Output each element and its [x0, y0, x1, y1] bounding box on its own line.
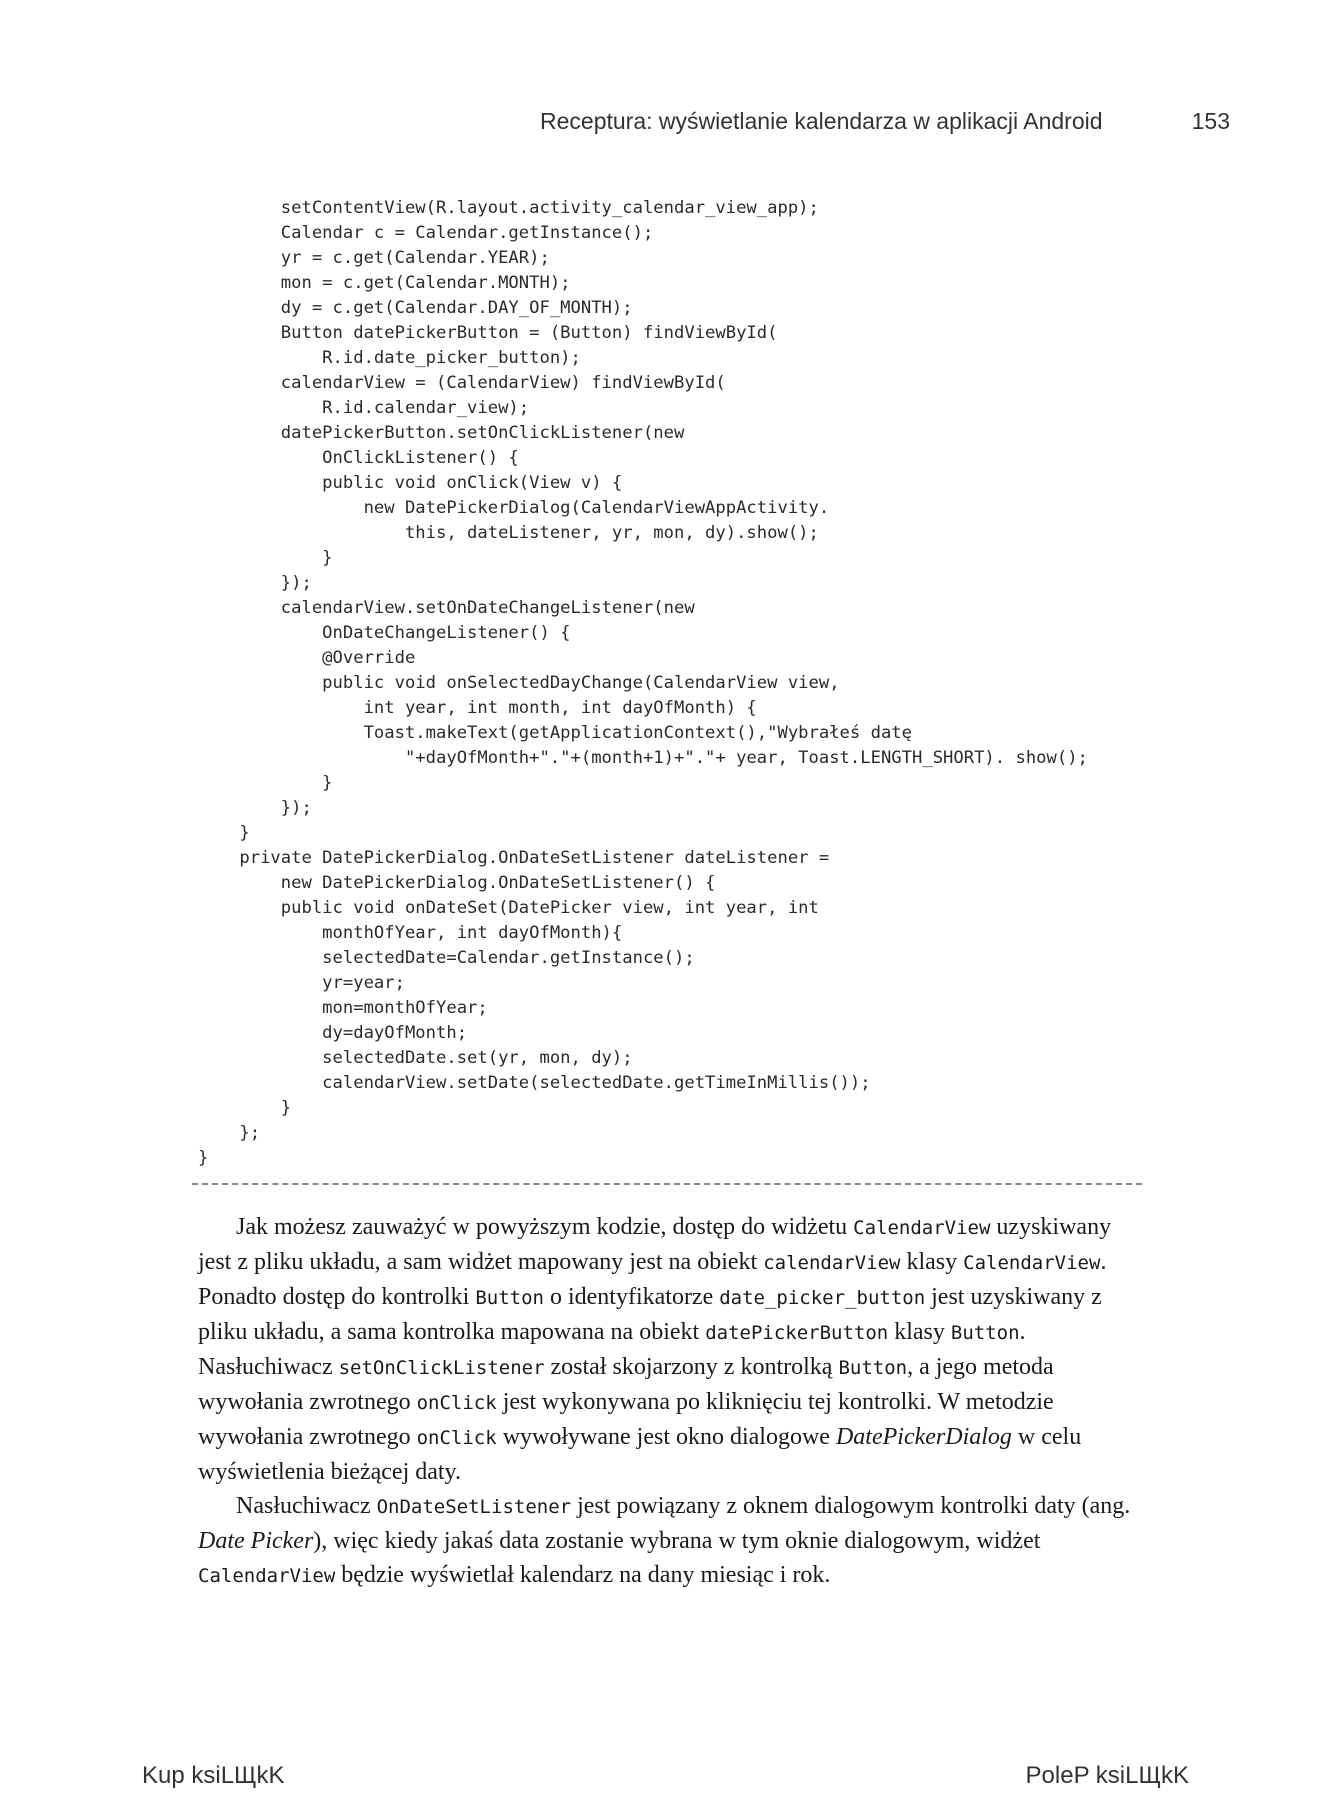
listing-end-rule [192, 1183, 1142, 1185]
code-line: Calendar c = Calendar.getInstance(); [198, 223, 654, 243]
code-line: setContentView(R.layout.activity_calendar_view_app); [198, 198, 819, 218]
code-line: public void onSelectedDayChange(CalendarView view, [198, 673, 840, 693]
code-line: new DatePickerDialog.OnDateSetListener() { [198, 873, 716, 893]
inline-code: CalendarView [853, 1217, 991, 1239]
text-run: Nasłuchiwacz [236, 1493, 377, 1519]
code-line: datePickerButton.setOnClickListener(new [198, 423, 685, 443]
text-run: w celu wyświetlenia bieżącej daty. [198, 1424, 1082, 1485]
text-run: . Nasłuchiwacz [198, 1319, 1026, 1380]
code-line: yr = c.get(Calendar.YEAR); [198, 248, 550, 268]
code-line: private DatePickerDialog.OnDateSetListener dateListener = [198, 848, 830, 868]
inline-code: onClick [416, 1427, 497, 1449]
paragraph [198, 1210, 1143, 1489]
code-line: new DatePickerDialog(CalendarViewAppActivity. [198, 498, 830, 518]
code-line: Toast.makeText(getApplicationContext(),"Wybrałeś datę [198, 723, 912, 743]
text-run: Jak możesz zauważyć w powyższym kodzie, dostęp do widżetu [236, 1214, 854, 1240]
code-line: dy = c.get(Calendar.DAY_OF_MONTH); [198, 298, 633, 318]
code-line: R.id.calendar_view); [198, 398, 530, 418]
inline-code: Button [475, 1287, 544, 1309]
italic-term: DatePickerDialog [835, 1424, 1012, 1450]
code-line: "+dayOfMonth+"."+(month+1)+"."+ year, Toast.LENGTH_SHORT). show(); [198, 748, 1088, 768]
running-head-title: Receptura: wyświetlanie kalendarza w aplikacji Android [540, 108, 1103, 134]
text-run: klasy [900, 1249, 964, 1275]
code-line: }); [198, 798, 312, 818]
code-line: public void onDateSet(DatePicker view, int year, int [198, 898, 819, 918]
code-line: selectedDate.set(yr, mon, dy); [198, 1048, 633, 1068]
inline-code: OnDateSetListener [376, 1496, 572, 1518]
code-line: calendarView.setDate(selectedDate.getTimeInMillis()); [198, 1073, 871, 1093]
code-line: OnClickListener() { [198, 448, 519, 468]
code-line: public void onClick(View v) { [198, 473, 623, 493]
code-line: } [198, 548, 333, 568]
inline-code: setOnClickListener [338, 1357, 545, 1379]
paragraph [198, 1489, 1143, 1593]
text-run: ), więc kiedy jakaś data zostanie wybrana w tym oknie dialogowym, widżet [313, 1528, 1041, 1554]
inline-code: CalendarView [963, 1252, 1101, 1274]
code-line: calendarView = (CalendarView) findViewById( [198, 373, 726, 393]
text-run: będzie wyświetlał kalendarz na dany miesiąc i rok. [335, 1562, 831, 1588]
code-line: Button datePickerButton = (Button) findViewById( [198, 323, 778, 343]
code-line: yr=year; [198, 973, 405, 993]
code-line: } [198, 1148, 209, 1168]
text-run: . Ponadto dostęp do kontrolki [198, 1249, 1107, 1310]
code-line: selectedDate=Calendar.getInstance(); [198, 948, 695, 968]
code-line: dy=dayOfMonth; [198, 1023, 468, 1043]
code-listing [198, 196, 1088, 1171]
code-line: } [198, 823, 250, 843]
text-run: , a jego metoda wywołania zwrotnego [198, 1354, 1054, 1415]
text-run: jest powiązany z oknem dialogowym kontrolki daty (ang. [571, 1493, 1131, 1519]
code-line: calendarView.setOnDateChangeListener(new [198, 598, 695, 618]
code-line: int year, int month, int dayOfMonth) { [198, 698, 757, 718]
inline-code: Button [950, 1322, 1020, 1344]
code-line: } [198, 1098, 292, 1118]
code-line: }; [198, 1123, 261, 1143]
code-line: R.id.date_picker_button); [198, 348, 581, 368]
code-line: mon = c.get(Calendar.MONTH); [198, 273, 571, 293]
code-line: @Override [198, 648, 416, 668]
code-line: OnDateChangeListener() { [198, 623, 571, 643]
text-run: jest uzyskiwany z pliku układu, a sama kontrolka mapowana na obiekt [198, 1284, 1102, 1345]
inline-code: datePickerButton [705, 1322, 889, 1344]
italic-term: Date Picker [198, 1528, 314, 1554]
text-run: uzyskiwany jest z pliku układu, a sam widżet mapowany jest na obiekt [198, 1214, 1112, 1275]
text-run: o identyfikatorze [543, 1284, 720, 1310]
inline-code: onClick [416, 1392, 497, 1414]
inline-code: calendarView [763, 1252, 901, 1274]
code-line: } [198, 773, 333, 793]
text-run: wywoływane jest okno dialogowe [496, 1424, 836, 1450]
code-line: this, dateListener, yr, mon, dy).show(); [198, 523, 819, 543]
code-line: monthOfYear, int dayOfMonth){ [198, 923, 623, 943]
body-text [198, 1210, 1143, 1593]
footer-buy-book[interactable]: Kup ksiLЩkK [142, 1762, 285, 1789]
inline-code: date_picker_button [719, 1287, 926, 1309]
text-run: został skojarzony z kontrolką [544, 1354, 839, 1380]
page-number: 153 [1191, 108, 1230, 134]
text-run: klasy [888, 1319, 951, 1345]
inline-code: CalendarView [198, 1565, 336, 1587]
code-line: }); [198, 573, 312, 593]
text-run: jest wykonywana po kliknięciu tej kontrolki. W metodzie wywołania zwrotnego [198, 1389, 1054, 1450]
inline-code: Button [838, 1357, 908, 1379]
footer-recommend-book[interactable]: PoleP ksiLЩkK [1025, 1762, 1189, 1789]
code-line: mon=monthOfYear; [198, 998, 488, 1018]
